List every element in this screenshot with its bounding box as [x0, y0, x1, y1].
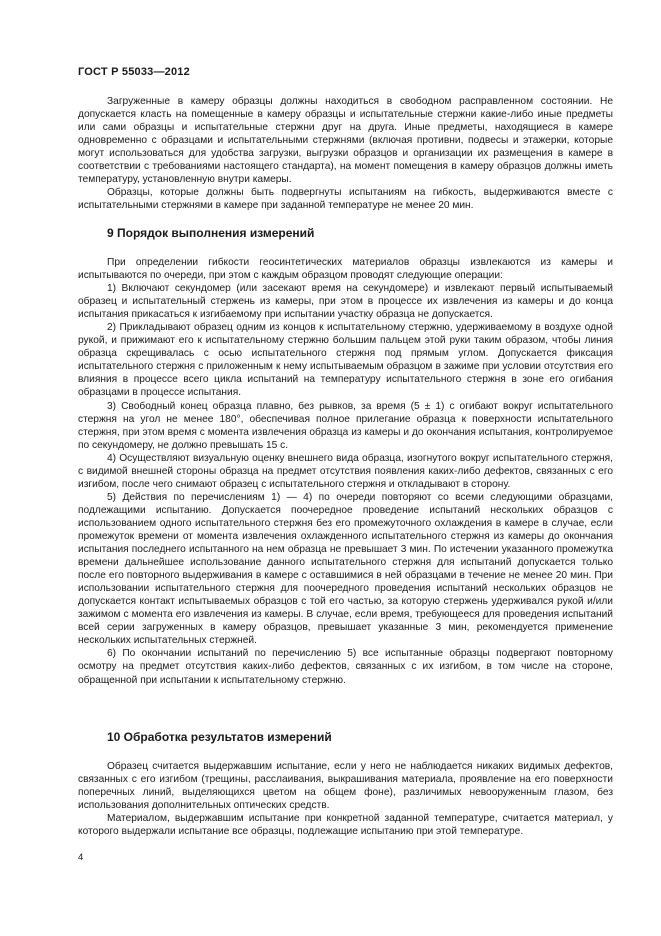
paragraph: Загруженные в камеру образцы должны находиться в свободном расправленном состоянии. Не допускается класть на помещенные в камеру образцы и испытательные стержни какие-либо иные предметы или сами образцы и испытательные стержни друг на друга. Иные предметы, находящиеся в камере одновременно с образцами и испытательными стержнями (включая противни, подвесы и этажерки, которые могут использоваться для удобства загрузки, выгрузки образцов и организации их размещения в камере в соответствии с требованиями настоящего стандарта), на момент помещения в камеру образцов должны иметь температуру, установленную внутри камеры. [78, 96, 613, 186]
list-item: 4) Осуществляют визуальную оценку внешнего вида образца, изогнутого вокруг испытательного стержня, с видимой внешней стороны образца на предмет отсутствия появления каких-либо дефектов, связанных с его изгибом, после чего снимают образец с испытательного стержня и откладывают в сторону. [78, 452, 613, 490]
paragraph: Образцы, которые должны быть подвергнуты испытаниям на гибкость, выдерживаются вместе с испытательными стержнями в камере при заданной температуре не менее 20 мин. [78, 187, 613, 212]
section-9-heading: 9 Порядок выполнения измерений [107, 226, 315, 240]
list-item: 6) По окончании испытаний по перечислению 5) все испытанные образцы подвергают повторному осмотру на предмет отсутствия каких-либо дефектов, связанных с их изгибом, в том числе на стороне, обращенной при испытании к испытательному стержню. [78, 648, 613, 686]
section-10-heading: 10 Обработка результатов измерений [107, 730, 332, 744]
list-item: 3) Свободный конец образца плавно, без рывков, за время (5 ± 1) с огибают вокруг испытательного стержня на угол не менее 180°, обеспечивая полное прилегание образца к поверхности испытательного стержня, при этом время с момента извлечения образца из камеры и до окончания испытания, контролируемое по секундомеру, не должно превышать 15 с. [78, 400, 613, 451]
list-item: 5) Действия по перечислениям 1) — 4) по очереди повторяют со всеми следующими образцами, подлежащими испытанию. Допускается поочередное проведение испытаний нескольких образцов с использованием одного испытательного стержня без его промежуточного охлаждения в камере в случае, если промежуток времени от момента извлечения охлажденного испытательного стержня из камеры до окончания испытания последнего испытанного на нем образца не превышает 3 мин. По истечении указанного промежутка времени дальнейшее использование данного испытательного стержня для испытаний допускается только после его повторного выдерживания в камере с оставшимися в ней образцами в течение не менее 20 мин. При использовании испытательного стержня для поочередного проведения испытаний нескольких образцов не допускается контакт испытываемых образцов с той его частью, за которую стержень удерживался рукой и/или зажимом с момента его извлечения из камеры. В случае, если время, требующееся для проведения испытаний всей серии загруженных в камеру образцов, превышает указанные 3 мин, рекомендуется применение нескольких испытательных стержней. [78, 491, 613, 647]
section-9-body [78, 256, 613, 687]
list-item: 1) Включают секундомер (или засекают время на секундомере) и извлекают первый испытываемый образец и испытательный стержень из камеры, при этом в процессе их извлечения из камеры и до конца испытания прикасаться к изгибаемому при испытании участку образца не допускается. [78, 283, 613, 321]
section-10-body [78, 760, 613, 838]
page-number: 4 [78, 852, 84, 863]
list-item: 2) Прикладывают образец одним из концов к испытательному стержню, удерживаемому в воздухе одной рукой, и прижимают его к испытательному стержню большим пальцем этой руки таким образом, чтобы линия образца скрещивалась с осью испытательного стержня под прямым углом. Допускается фиксация испытательного стержня с приложенным к нему испытываемым образцом в зажиме при условии отсутствия его влияния в процессе всего цикла испытаний на температуру испытательного стержня в зоне его огибания образцами в процессе испытания. [78, 322, 613, 399]
paragraph: При определении гибкости геосинтетических материалов образцы извлекаются из камеры и испытываются по очереди, при этом с каждым образцом проводят следующие операции: [78, 257, 613, 282]
paragraph: Материалом, выдержавшим испытание при конкретной заданной температуре, считается материал, у которого выдержали испытание все образцы, подлежащие испытанию при этой температуре. [78, 813, 613, 838]
paragraph: Образец считается выдержавшим испытание, если у него не наблюдается никаких видимых дефектов, связанных с его изгибом (трещины, расслаивания, выкрашивания материала, проявление на его поверхности поперечных линий, выделяющихся цветом на общем фоне), различимых невооруженным глазом, без использования дополнительных оптических средств. [78, 761, 613, 812]
document-header: ГОСТ Р 55033—2012 [78, 66, 190, 78]
intro-block [78, 95, 613, 212]
